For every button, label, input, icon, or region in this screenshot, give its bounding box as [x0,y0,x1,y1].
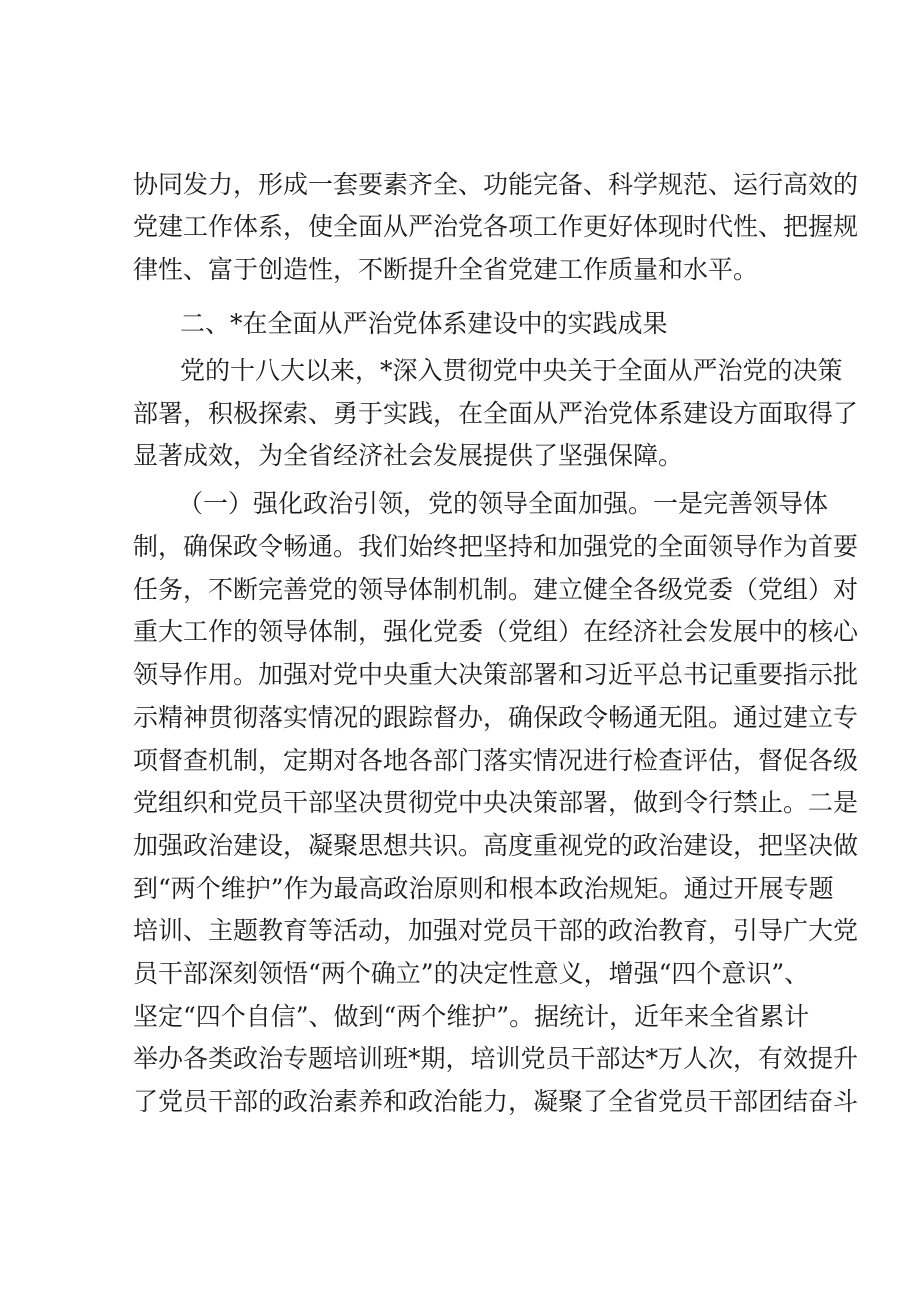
paragraph-line: 培训、主题教育等活动，加强对党员干部的政治教育，引导广大党 [133,916,859,945]
paragraph-line: 协同发力，形成一套要素齐全、功能完备、科学规范、运行高效的 [133,170,859,199]
paragraph-line: 加强政治建设，凝聚思想共识。高度重视党的政治建设，把坚决做 [133,831,859,860]
section-heading: 二、*在全面从严治党体系建设中的实践成果 [180,309,668,338]
subsection-line: （一）强化政治引领，党的领导全面加强。一是完善领导体 [178,489,829,518]
paragraph-line: 举办各类政治专题培训班*期，培训党员干部达*万人次，有效提升 [133,1044,859,1073]
paragraph-line: 律性、富于创造性，不断提升全省党建工作质量和水平。 [133,255,759,284]
paragraph-line: 员干部深刻领悟“两个确立”的决定性意义，增强“四个意识”、 [133,959,810,988]
paragraph-line: 了党员干部的政治素养和政治能力，凝聚了全省党员干部团结奋斗 [133,1087,859,1116]
paragraph-line: 示精神贯彻落实情况的跟踪督办，确保政令畅通无阻。通过建立专 [133,703,859,732]
paragraph-line: 党建工作体系，使全面从严治党各项工作更好体现时代性、把握规 [133,212,859,241]
paragraph-line: 部署，积极探索、勇于实践，在全面从严治党体系建设方面取得了 [133,399,859,428]
paragraph-line: 领导作用。加强对党中央重大决策部署和习近平总书记重要指示批 [133,660,859,689]
paragraph-line: 党的十八大以来，*深入贯彻党中央关于全面从严治党的决策 [180,356,843,385]
paragraph-line: 党组织和党员干部坚决贯彻党中央决策部署，做到令行禁止。二是 [133,788,859,817]
paragraph-line: 到“两个维护”作为最高政治原则和根本政治规矩。通过开展专题 [133,874,834,903]
paragraph-line: 项督查机制，定期对各地各部门落实情况进行检查评估，督促各级 [133,746,859,775]
paragraph-line: 任务，不断完善党的领导体制机制。建立健全各级党委（党组）对 [133,575,859,604]
paragraph-line: 重大工作的领导体制，强化党委（党组）在经济社会发展中的核心 [133,617,859,646]
paragraph-line: 显著成效，为全省经济社会发展提供了坚强保障。 [133,441,684,470]
paragraph-line: 制，确保政令畅通。我们始终把坚持和加强党的全面领导作为首要 [133,532,859,561]
paragraph-line: 坚定“四个自信”、做到“两个维护”。据统计，近年来全省累计 [133,1002,810,1031]
